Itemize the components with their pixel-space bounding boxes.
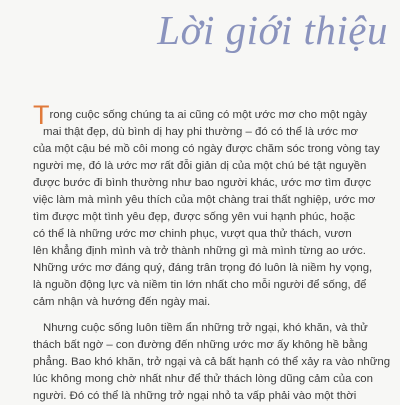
paragraph-1-line: việc làm mà mình yêu thích của một chàng trai thất nghiệp, ước mơ [33,194,376,206]
paragraph-1-line: tìm được một tình yêu đẹp, được sống yên vui hạnh phúc, hoặc [33,211,356,223]
paragraph-2-line: Nhưng cuộc sống luôn tiềm ẩn những trở ngại, khó khăn, và thử [43,322,368,334]
paragraph-1-line: lên khẳng định mình và trở thành những gì mà mình từng ao ước. [33,245,366,257]
body-text [33,100,391,405]
page-title: Lời giới thiệu [157,7,388,53]
paragraph-1-line-text: rong cuộc sống chúng ta ai cũng có một ước mơ cho một ngày [49,109,368,121]
paragraph-1-line: được bước đi bình thường như bao người khác, ước mơ tìm được [33,177,372,189]
paragraph-1-line: mai thật đẹp, dù bình dị hay phi thường – đó có thể là ước mơ [43,126,359,138]
paragraph-2 [33,320,391,405]
paragraph-2-line: phẳng. Bao khó khăn, trở ngại và cả bất hạnh có thể xảy ra vào những [33,356,391,368]
paragraph-1-line: cảm nhận và hướng đến ngày mai. [33,296,211,308]
paragraph-2-line: thách bất ngờ – con đường đến những ước mơ ấy không hề bằng [33,339,368,351]
paragraph-2-line: lúc không mong chờ nhất như để thử thách lòng dũng cảm của con [33,373,373,385]
paragraph-1-line-1 [33,100,381,130]
paragraph-1-line: là nguồn động lực và niềm tin lớn nhất cho mỗi người để sống, để [33,279,367,291]
paragraph-2-line: người. Đó có thể là những trở ngại nhỏ ta vấp phải vào một thời [33,390,357,402]
paragraph-1-line: của một cậu bé mồ côi mong có ngày được chăm sóc trong vòng tay [33,143,380,155]
paragraph-1-line: Những ước mơ đáng quý, đáng trân trọng đó luôn là niềm hy vọng, [33,262,373,274]
paragraph-1 [33,100,381,311]
drop-cap: T [33,100,50,130]
paragraph-1-line: có thể là những ước mơ chinh phục, vượt qua thử thách, vươn [33,228,352,240]
paragraph-1-line: người mẹ, đó là ước mơ rất đỗi giản dị của một chú bé tật nguyền [33,160,367,172]
